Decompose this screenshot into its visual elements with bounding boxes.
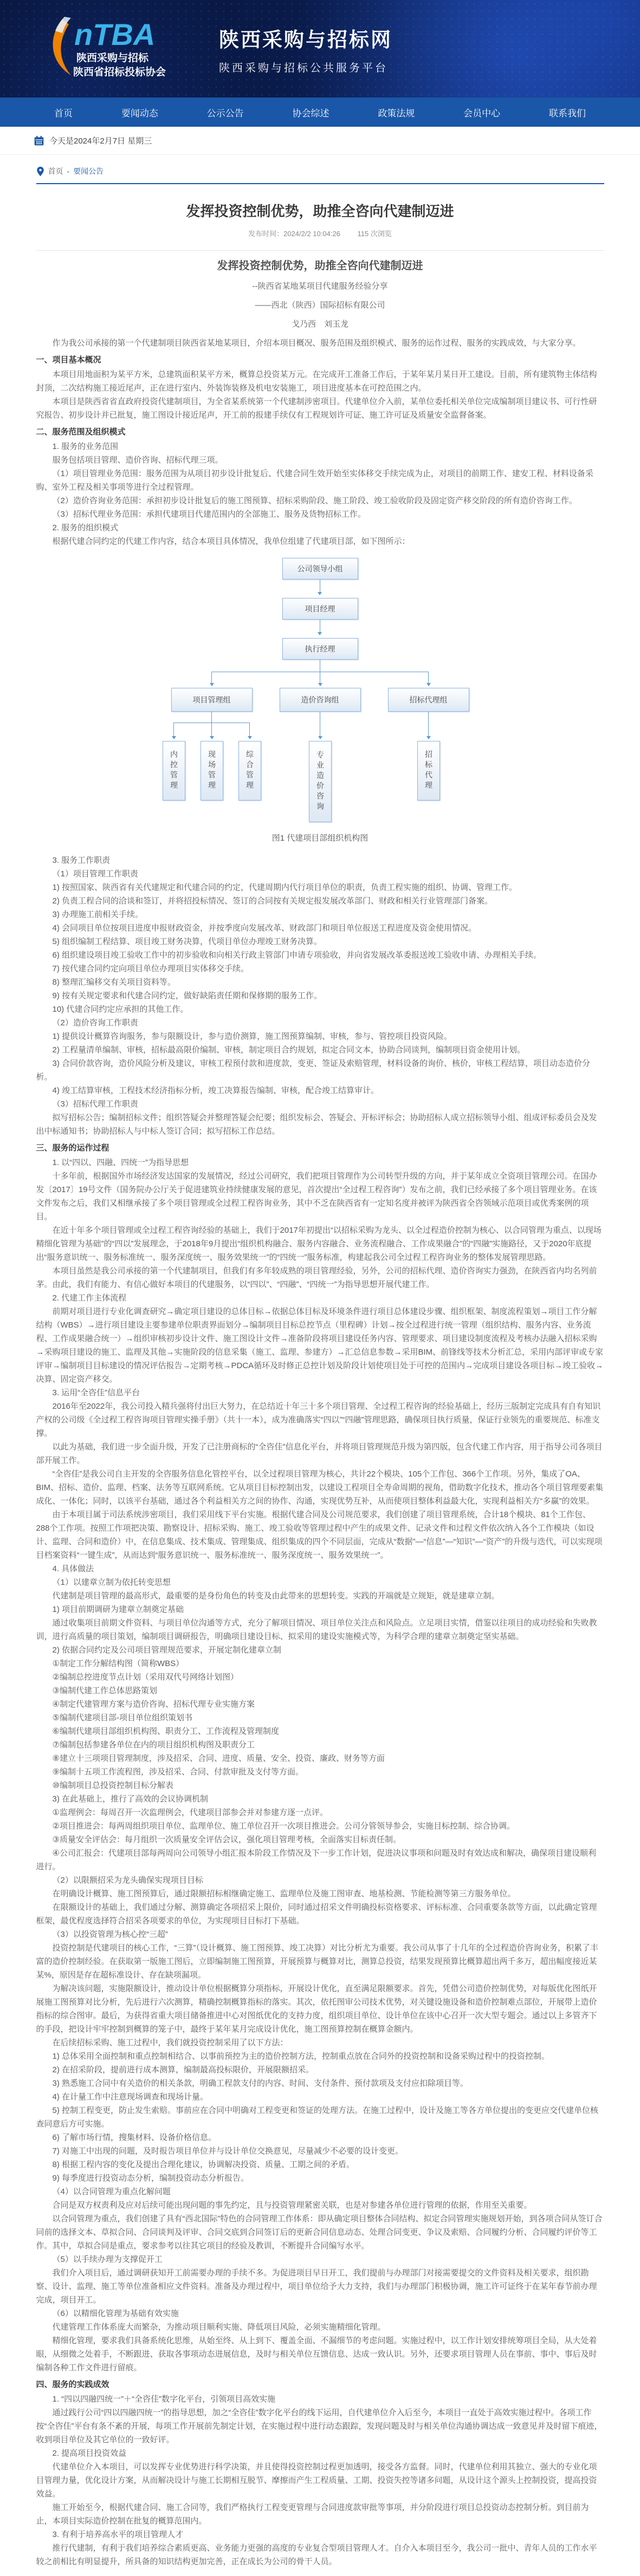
article-paragraph: 代建管理工作体系庞大而繁杂，为推动项目顺利实施、降低项目风险，必须实施精细化管理。: [52, 2323, 386, 2332]
nav-item-5[interactable]: 会员中心: [463, 108, 501, 119]
article-paragraph: ④公司汇报会：代建项目部每两周向公司领导小组汇报本阶段工作情况及下一步工作计划，促进决议事项和问题及时有效达成和解决，确保项目建设顺利进行。: [36, 1849, 596, 1871]
article-paragraph: 5) 控制工程变更，防止发生索赔。事前应在合同中明确对工程变更和签证的处理方法。在施工过程中，设计及施工等各方单位提出的变更应交代建单位核查同意后方可实施。: [36, 2106, 599, 2129]
article-paragraph: 为解决该问题，实施限额设计，推动设计单位根据概算分项指标，开展设计优化，直至满足限额要求。首先，凭借公司造价控制优势，对每版优化图纸开展施工图预算对比分析，先后进行六次测算，精确控制概算指标的落实。其次，依托图审公司技术优势，对关键设施设备和造价控制难点部位，开展带上造价指标的综合图审。最后，为获得省重大项目储备推进中心对图纸优化的支持力度，组织项目单位、设计单位在该中心召开一次大型专题会。通过以上多管齐下的手段，把设计牢牢控制到概算的笼子中，最终于某年某月完成设计优化，施工图预算控制在概算金额内。: [36, 1984, 597, 2034]
org-node: 招标代理: [417, 741, 440, 801]
article-paragraph: 2. 提高项目投资效益: [52, 2449, 127, 2458]
article-paragraph: 在限额设计的基础上，我们通过分解、测算确定各项招采上限价，同时通过招采文件明确投标资格要求、评标标准、合同重要条款等方面，以此确定管理框架，最优程度选择符合招采各项要求的单位，为实现项目目标打下基础。: [36, 1903, 597, 1926]
article-paragraph: 代建制是项目管理的最高形式，最重要的是身份角色的转变及由此带来的思想转变。实践的开端就是立规矩，就是建章立制。: [52, 1591, 500, 1601]
article-paragraph: ⑦编制包括参建各单位在内的项目组织机构图及职责分工: [52, 1740, 255, 1749]
article-paragraph: （1）项目管理工作职责: [52, 869, 138, 879]
article-paragraph: 10) 代建合同约定应承担的其他工作。: [52, 1005, 189, 1014]
org-node: 公司领导小组: [282, 558, 358, 580]
article-paragraph: 1) 项目前期调研为建章立制奠定基础: [52, 1605, 184, 1614]
article-paragraph: （4）以合同管理为重点化解问题: [52, 2187, 171, 2196]
org-node: 执行经理: [282, 638, 358, 660]
article-paragraph: 6) 组织建设项目竣工验收工作中的初步验收和向相关行政主管部门申请专项验收，并向省发展改革委报送竣工验收申请、办理相关手续。: [52, 951, 542, 960]
article-paragraph: 通过践行公司“四以四融四统一”的指导思想，加之“全咨佳”数字化平台的线下运用，自代建单位介入后至今，本项目一直处于高效实施过程中。各项工作按“全咨佳”平台有条不紊的开展，每项工作开展前先制定计划，在实施过程中进行动态跟踪，发现问题及时与相关单位沟通协调达成一致意见并及时留下痕迹，收到项目单位及其它单位的一致好评。: [36, 2408, 603, 2444]
figure-caption: 图1 代建项目部组织机构图: [271, 834, 369, 843]
nav-item-6[interactable]: 联系我们: [548, 108, 586, 119]
article-paragraph: ⑥编制代建项目部组织机构图、职责分工、工作流程及管理制度: [52, 1727, 279, 1736]
article-inner-title: 发挥投资控制优势，助推全咨向代建制迈进: [217, 260, 423, 272]
article-paragraph: ②项目推进会：每两周组织项目单位、监理单位、施工单位召开一次项目推进会。公司分管领导参会，实施目标控制、综合协调。: [52, 1822, 515, 1831]
section-heading: 二、服务范围及组织模式: [36, 427, 126, 437]
article-paragraph: 投资控制是代建项目的核心工作，“三算”（设计概算、施工图预算、竣工决算）对比分析尤为重要。我公司从事了十几年的全过程造价咨询业务，积累了丰富的造价控制经验。在获取第一版施工图后，立即编制施工图预算，开展预算与概算对比，测算总投资，结果发现预算比概算超出两千多万，超出幅度接近某某%，原因是存在超标准设计、存在缺项漏项。: [36, 1943, 598, 1980]
article-paragraph: ⑨编制十五项工作流程图，涉及招采、合同、付款审批及支付等方面。: [52, 1767, 303, 1777]
org-chart-figure: [114, 558, 526, 850]
article-paragraph: 1. “四以四融四统一”＋“全咨佳”数字化平台，引领项目高效实施: [52, 2395, 276, 2404]
connector-line: [211, 723, 212, 739]
article-paragraph: “全咨佳”是我公司自主开发的全咨服务信息化管控平台，以全过程项目管理为核心，共计22个模块、105个工作包、366个工作项。另外，集成了OA、BIM、招标、造价、监理、档案、法务等互联网系统。它从项目目标控制出发，以建设工程项目全寿命周期的视角，借助数字化技术，推动各个项目管理要素集成化、一体化；同时，以该平台基础，通过各个利益相关方之间的协作、沟通，实现优势互补，从而使项目整体利益最大化，实现利益相关方“多赢”的效果。: [36, 1469, 604, 1506]
divider: [36, 250, 604, 251]
article-paragraph: （1）以建章立制为依托转变思想: [52, 1578, 171, 1587]
article-paragraph: 本项目虽然是我公司承接的第一个代建制项目，但我们有多年较成熟的项目管理经验，另外，公司的招标代理、造价咨询实力强劲，在陕西省内均名列前茅。由此，我们有能力、有信心做好本项目的代建服务，以“四以”、“四融”、“四统一”为指导思想开展代建工作。: [36, 1266, 597, 1289]
article-paragraph: 3. 服务工作职责: [52, 856, 111, 865]
article-paragraph: 1) 总体采用全面控制和重点控制相结合、以事前预控为主的造价控制方法，控制重点放在合同外的投资控制和设备采购过程中的投资控制。: [52, 2052, 550, 2061]
article-paragraph: 7) 按代建合同约定向项目单位办理项目实体移交手续。: [52, 964, 249, 973]
article-paragraph: 1) 提供设计概算咨询服务，参与限额设计，参与造价测算，施工图预算编制、审核，参与、管控项目投资风险。: [52, 1032, 452, 1041]
org-node: 造价咨询组: [280, 688, 361, 712]
connector-line: [173, 723, 174, 739]
ntba-logo-icon: [46, 15, 201, 81]
article-paragraph: （5）以手续办理为支撑促开工: [52, 2255, 163, 2264]
article-paragraph: 由于本项目属于司法系统涉密项目，我们采用线下平台实施。根据代建合同及公司规范要求，我们创建了项目管理系统，合计18个模块、81个工作包、288个工作项。按照工作项把决策、勘察设计、招标采购、施工、竣工验收等管理过程中产生的成果文件、记录文件和过程文件依次纳入各个工作模块（如设计、监理、合同和造价）中，在信息集成、技术集成、管理集成、组织集成的四个不同层面，完成从“数据”—“信息”—“知识”—“资产”的升级与迭代，可以实现项目档案资料“一键生成”，从而达到“服务意识统一、服务标准统一、服务深度统一、服务效果统一”。: [36, 1510, 603, 1560]
article-paragraph: 本项目是陕西省省直政府投资代建制项目，为全省某系统第一个代建制涉密项目。代建单位介入前，某单位委托相关单位完成编制项目建议书、可行性研究报告、初步设计并已批复，施工图设计接近尾声，开工前的报建手续仅有工程规划许可证、施工许可证及质量安全监督备案。: [36, 397, 597, 420]
article-paragraph: 2) 负责工程合同的洽谈和签订，并将招投标情况、签订的合同按有关规定报发展改革部门、财政和相关行业管理部门备案。: [52, 896, 493, 906]
article-paragraph: 6) 了解市场行情，搜集材料、设备价格信息。: [52, 2133, 217, 2142]
article-body: [36, 259, 604, 2576]
article-paragraph: 本项目用地面积为某平方米，总建筑面积某平方米，概算总投资某万元。在完成开工准备工作后，于某年某月某日开工建设。目前，所有建筑物主体结构封顶，二次结构施工接近尾声，正在进行室内、外装饰装修及机电安装施工，项目进度基本在可控范围之内。: [36, 370, 597, 393]
connector-line: [249, 723, 250, 739]
article-subtitle: --陕西省某地某项目代建服务经验分享: [252, 282, 388, 291]
article-meta: [36, 228, 604, 238]
connector-line: [211, 672, 212, 686]
article-paragraph: 前期对项目进行专业化调查研究→确定项目建设的总体目标→依据总体目标及环境条件进行项目总体建设步骤、组织框架、制度流程策划→项目工作分解结构（WBS）→进行项目建设主要参建单位职责界面划分→编制项目目标总控节点（里程碑）计划→按全过程进行统一管理（组织结构、服务内容、业务流程、工作成果融合统一）→组织审核初步设计文件、施工图设计文件→准备阶段将项目建设任务内容、管理要求、项目建设制度流程及考核办法融入招标采购→采购项目建设的施工、监理及其他→实施阶段的信息采集（施工、监理、参建方）→汇总信息参数→采用BIM、前锋线等技术分析汇总，采用内部评审或专家评审→编制项目目标建设的情况评估报告→定期考核→PDCA循环及时修正总控计划及阶段计划使项目处于可控的范围内→完成项目建设各项目标→竣工验收→决算、固定资产移交。: [36, 1307, 604, 1384]
article-paragraph: 在明确设计概算、施工图预算后，通过限额招标相继确定施工、监理单位及施工图审查、地基检测、节能检测等第三方服务单位。: [52, 1889, 516, 1898]
article-paragraph: （2）以限额招采为龙头确保实现项目目标: [52, 1876, 203, 1885]
breadcrumb-separator: -: [67, 167, 70, 175]
main-nav: [0, 97, 640, 127]
article-paragraph: （2）造价咨询业务范围：承担初步设计批复后的施工图预算、招标采购阶段、施工阶段、竣工验收阶段及固定资产移交阶段的所有造价咨询工作。: [52, 496, 577, 505]
site-title: 陕西采购与招标网: [219, 28, 392, 51]
article-paragraph: 8) 根据工程内容的变化及提出合理化建议，协调解决投资、质量、工期之间的矛盾。: [52, 2160, 355, 2169]
breadcrumb-home-link[interactable]: 首页: [48, 167, 63, 175]
view-count: 115 次浏览: [357, 230, 392, 238]
article-paragraph: 3. 有利于培养高水平的项目管理人才: [52, 2530, 184, 2539]
calendar-icon: [34, 135, 44, 146]
article-paragraph: （3）招标代理业务范围：承担代建项目代建范围内的全部施工、服务及货物招标工作。: [52, 510, 366, 519]
article-paragraph: ⑧建立十三项项目管理制度，涉及招采、合同、进度、质量、安全、投资、廉政、财务等方面: [52, 1754, 385, 1763]
org-node: 现场管理: [201, 741, 223, 801]
section-heading: 一、项目基本概况: [36, 355, 101, 365]
article-paragraph: 推行代建制，有利于我们培养综合素质更高、业务能力更强的高度的专业复合型项目管理人才。自介入本项目至今，我公司一批中、青年人员的工作水平较之前相比有明显提升，所具备的知识结构更加完善，正在成长为公司的骨干人员。: [36, 2544, 597, 2566]
article-paragraph: ④制定代建管理方案与造价咨询、招标代理专业实施方案: [52, 1700, 255, 1709]
svg-text:陕西省招标投标协会: 陕西省招标投标协会: [73, 66, 166, 78]
article-paragraph: 1) 按照国家、陕西省有关代建规定和代建合同的约定，代建周期内代行项目单位的职责，负责工程实施的组织、协调、管理工作。: [52, 883, 518, 892]
article-paragraph: ③编制代建工作总体思路策划: [52, 1686, 157, 1695]
article-paragraph: 我们介入项目后，通过调研获知开工前需要办理的手续不多。为促进项目早日开工，我们提前与办理部门对接需要提交的文件资料及相关要求，组织勘察、设计、监理、施工等单位准备相应文件资料。准备及办理过程中，项目单位给予大力支持，我们与办理部门积极协调，施工许可证终于在某年春节前办理完成，项目开工。: [36, 2268, 597, 2305]
logo-acronym: nTBA: [74, 17, 156, 51]
article-paragraph: 9) 按有关规定要求和代建合同约定，做好缺陷责任期和保修期的服务工作。: [52, 991, 322, 1000]
article-paragraph: 3) 在此基础上，推行了高效的会议协调机制: [52, 1794, 209, 1804]
nav-item-4[interactable]: 政策法规: [378, 108, 415, 119]
article-paragraph: （3）招标代理工作职责: [52, 1100, 138, 1109]
org-node: 综合管理: [238, 741, 261, 801]
article-paragraph: 代建单位介入本项目，可以发挥专业优势进行科学决策，并且使得投资控制过程更加透明，接受各方监督。同时，代建单位利用其独立、强大的专业化项目管理力量，优化设计方案，从而解决设计与施工长期相互脱节、摩擦而产生工程质量、工期、投资失控等诸多问题，从设计这个源头上控制投资，提高投资效益。: [36, 2462, 597, 2499]
date-bar: [0, 127, 640, 155]
article-paragraph: 施工开始至今，根据代建合同、施工合同等，我们严格执行工程变更管理与合同进度款审批等事项，并分阶段进行项目总投资动态控制分析。到目前为止，本项目实际造价控制在批复的概算范围内。: [36, 2503, 589, 2526]
connector-line: [428, 672, 429, 686]
article-paragraph: 根据代建合同约定的代建工作内容，结合本项目具体情况，我单位组建了代建项目部，如下图所示：: [52, 537, 410, 546]
article-paragraph: 3) 办理施工前相关手续。: [52, 910, 144, 919]
article-paragraph: 作为我公司承接的第一个代建制项目陕西省某地某项目，介绍本项目概况、服务范围及组织模式、服务的运作过程、服务的实践成效，与大家分享。: [52, 339, 581, 348]
org-node: 项目管理组: [171, 688, 253, 712]
nav-item-3[interactable]: 协会综述: [292, 108, 329, 119]
article-paragraph: 以合同管理为重点，我们创建了具有“西北国际”特色的合同管理工作体系：即从确定项目整体合同结构、拟定合同管理实施规划开始，到各项合同从签订合同前的选择文本、草拟合同、合同谈判及评审、合同交底到合同签订后的更新合同信息动态、处理合同变更、争议及索赔、合同履约分析、合同履约评价等工作。其中，草拟合同是重点，要求参考以往其它项目的经验及教训，不断提升合同编写水平。: [36, 2214, 603, 2250]
article-paragraph: 8) 整理汇编移交有关项目资料等。: [52, 978, 176, 987]
article-paragraph: 拟写招标公告；编制招标文件；组织答疑会并整理答疑会纪要；组织发标会、答疑会、开标评标会；协助招标人成立招标领导小组、组成评标委员会及发出中标通知书；协助招标人与中标人签订合同；拟写招标工作总结。: [36, 1113, 597, 1136]
publish-time: 发布时间：2024/2/2 10:04:26: [248, 230, 340, 238]
section-heading: 四、服务的实践成效: [36, 2380, 109, 2389]
article-paragraph: 4) 在计量工作中注意现场调查和现场计量。: [52, 2092, 209, 2102]
org-node: 专业造价咨询: [309, 741, 332, 822]
article-paragraph: 5) 组织编制工程结算、项目竣工财务决算，代项目单位办理竣工财务决算。: [52, 937, 322, 946]
today-date-text: 今天是2024年2月7日 星期三: [49, 136, 152, 146]
connector-line: [211, 712, 212, 723]
article-paragraph: 1. 以“四以、四融、四统一”为指导思想: [52, 1158, 189, 1167]
article-paragraph: ③质量安全评估会：每月组织一次质量安全评估会议，强化项目管理考核，全面落实目标责任制。: [52, 1835, 401, 1844]
article-paragraph: 7) 对施工中出现的问题，及时报告项目单位并与设计单位交换意见，尽量减少不必要的设计变更。: [52, 2146, 404, 2156]
location-pin-icon: [36, 166, 44, 177]
article-paragraph: 9) 每季度进行投资动态分析，编制投资动态分析报告。: [52, 2174, 249, 2183]
article-paragraph: ①制定工作分解结构图（简称WBS）: [52, 1659, 184, 1668]
article-paragraph: 十多年前，根据国外市场经济发达国家的发展情况，经过公司研究，我们把项目管理作为公司转型升级的方向，并于某年成立全资项目管理公司。在国办发〔2017〕19号文件（国务院办公厅关于促进建筑业持续健康发展的意见，首次提出“全过程工程咨询”）发布之前，我们已经承接了多个项目管理业务。在该文件发布之后，我们又相继承接了多个项目管理或全过程工程咨询业务，其中不乏在陕西省有一定知名度并被评为陕西省全咨领域示范项目或优秀案例的项目。: [36, 1172, 597, 1221]
breadcrumb-current-link[interactable]: 要闻公告: [73, 167, 104, 175]
article-paragraph: 2) 在招采阶段，提前进行成本测算，编制最高投标限价，开展限额招采。: [52, 2065, 314, 2074]
breadcrumb: [36, 155, 604, 184]
article-paragraph: ②编制总控进度节点计划（采用双代号网络计划图）: [52, 1673, 238, 1682]
article-paragraph: ⑤编制代建项目部-项目单位组织策划书: [52, 1713, 192, 1722]
article-paragraph: （3）以投资管理为核心控“三超”: [52, 1930, 168, 1939]
article-subtitle: ——西北（陕西）国际招标有限公司: [255, 301, 385, 310]
article-paragraph: 3) 合同价款咨询，造价风险分析及建议，审核工程预付款和进度款，变更、签证及索赔管理，材料设备的询价、核价，审核工程结算，项目动态造价分析。: [36, 1059, 591, 1082]
site-banner: [0, 0, 640, 97]
article-paragraph: 服务包括项目管理、造价咨询、招标代理三项。: [52, 456, 223, 465]
article-paragraph: 2) 工程量清单编制、审核，招标最高限价编制、审核，制定项目合约规划，拟定合同文本，协助合同谈判，编制项目资金使用计划。: [52, 1045, 526, 1055]
article-paragraph: 4) 竣工结算审核，工程技术经济指标分析，竣工决算报告编制、审核，配合竣工结算审计。: [52, 1086, 379, 1095]
article-paragraph: 1. 服务的业务范围: [52, 442, 119, 451]
article-paragraph: ①监理例会：每周召开一次监理例会，代建项目部参会并对参建方逐一点评。: [52, 1808, 328, 1817]
article-paragraph: 3. 运用“全咨佳”信息平台: [52, 1388, 140, 1397]
article-paragraph: 4) 会同项目单位按项目进度申报财政资金，并按季度向发展改革、财政部门和项目单位报送工程进度及资金使用情况。: [52, 923, 477, 933]
org-node: 内控管理: [163, 741, 185, 801]
article-paragraph: 在近十年多个项目管理或全过程工程咨询经验的基础上，我们于2017年初提出“以招标采购为龙头、以全过程造价控制为核心、以合同管理为重点、以现场精细化管理为基础”的“四以”发展理念，于2018年9月提出“组织机构融合、服务内容融合、业务流程融合、工作成果融合”的“四融”实施路径，又于2020年底提出“服务意识统一、服务标准统一、服务深度统一、服务效果统一”的“四统一”服务标准，构建起我公司全过程工程咨询业务的整体发展管理思路。: [36, 1226, 602, 1262]
connector-line: [428, 712, 429, 739]
site-logo: [46, 15, 201, 83]
article-paragraph: 2. 代建工作主体流程: [52, 1293, 127, 1303]
article-subtitle: 戈乃西 刘玉龙: [291, 320, 348, 329]
nav-item-0[interactable]: 首页: [54, 108, 73, 119]
nav-item-2[interactable]: 公示公告: [206, 108, 244, 119]
article-paragraph: 2. 服务的组织模式: [52, 523, 119, 532]
org-node: 招标代理组: [388, 688, 469, 712]
article-paragraph: 精细化管理，要求我们具备系统化思维，从始至终、从上到下、覆盖全面、不漏细节的考虑问题。实施过程中，以工作计划安排统筹项目全局，从大处着眼，从细微之处着手，不断跟进、获取各事项动态进展信息，及时与相关单位互馈信息、达成一致认识。另外，还要求项目管理人员在事前、事中、事后及时编制各种工作文件进行留痕。: [36, 2336, 597, 2372]
nav-item-1[interactable]: 要闻动态: [121, 108, 158, 119]
article-paragraph: 在后续招标采购、施工过程中，我们就投资控制采用了以下方法：: [52, 2038, 288, 2047]
article-paragraph: （1）项目管理业务范围：服务范围为从项目初步设计批复后、代建合同生效开始至实体移交手续完成为止，对项目的前期工作、建安工程、材料设备采购、室外工程及相关事项等进行全过程管理。: [36, 469, 593, 492]
site-subtitle: 陕西采购与招标公共服务平台: [219, 62, 388, 74]
section-heading: 三、服务的运作过程: [36, 1143, 109, 1153]
article-paragraph: 4. 具体做法: [52, 1564, 94, 1573]
article-paragraph: 通过收集项目前期文件资料、与项目单位沟通等方式，充分了解项目情况、项目单位关注点和风险点。立足项目实情，借鉴以往项目的成功经验和失败教训，进行高质量的项目策划，编制项目调研报告，明确项目建设目标、拟采用的建设实施模式等，为科学合理的建章立制奠定坚实基础。: [36, 1618, 597, 1641]
article-paragraph: 3) 熟悉施工合同中有关造价的相关条款，明确工程款支付的内容、时间、支付条件、预付款项及支付应扣除项目等。: [52, 2079, 469, 2088]
article-paragraph: 合同是双方权责利及应对后续可能出现问题的事先约定，且与投资管理紧密关联，也是对参建各单位进行管理的依据，作用至关重要。: [52, 2201, 532, 2210]
article-paragraph: ⑩编制项目总投资控制目标分解表: [52, 1781, 173, 1790]
org-node: 项目经理: [282, 598, 358, 620]
article-paragraph: （6）以精细化管理为基础有效实施: [52, 2309, 179, 2318]
article-paragraph: 以此为基础，我们进一步全面升级，开发了已注册商标的“全咨佳”信息化平台，并将项目管理规范升级为第四版，包含代建工作内容，用于指导公司各项目部开展工作。: [36, 1442, 603, 1465]
article-paragraph: 2) 依据合同约定及公司项目管理规范要求，开展定制化建章立制: [52, 1645, 282, 1655]
article-paragraph: （2）造价咨询工作职责: [52, 1018, 138, 1027]
page-title: 发挥投资控制优势，助推全咨向代建制迈进: [186, 203, 454, 219]
svg-text:陕西采购与招标: 陕西采购与招标: [76, 52, 149, 64]
article-paragraph: 2016年至2022年，我公司投入精兵强将付出巨大努力，在总结近十年三十多个项目管理、全过程工程咨询的经验基础上，经历三版制定完成具有自有知识产权的公司级《全过程工程咨询项目管理实操手册》（共十一本），成为准确落实“四以”“四融”管理思路，确保项目执行质量，保证行业领先的重要规范、标准支撑。: [36, 1402, 601, 1438]
